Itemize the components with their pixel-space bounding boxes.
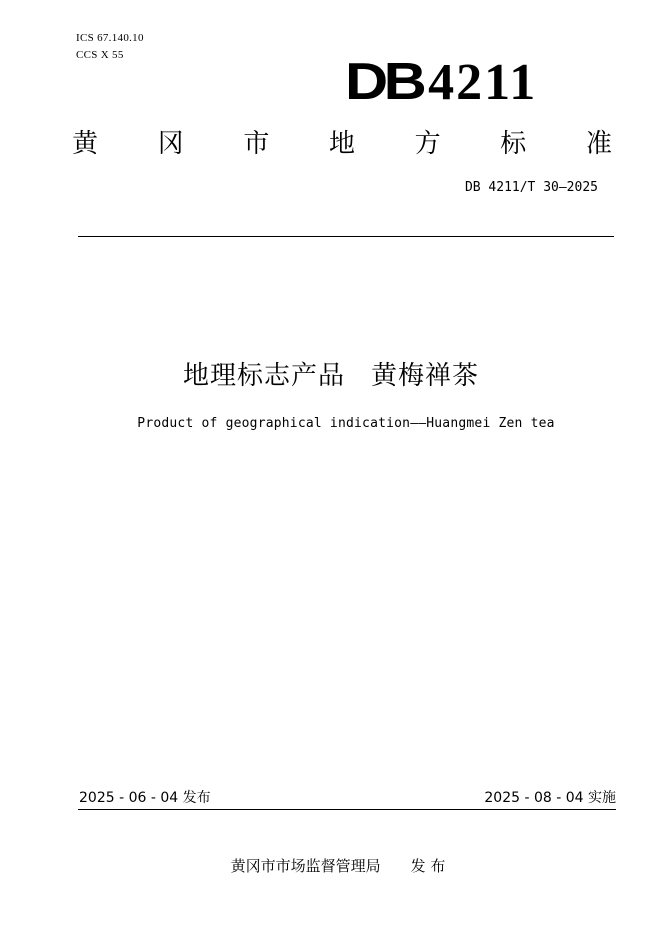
- publish-date: 2025 - 06 - 04 发布: [79, 790, 211, 806]
- title-cn-part1: 地理标志产品: [182, 361, 345, 391]
- footer-divider: [78, 809, 616, 810]
- implement-date: 2025 - 08 - 04 实施: [484, 790, 616, 806]
- publisher-action: 发 布: [410, 857, 446, 875]
- standard-title: [72, 126, 612, 162]
- publisher: [0, 855, 662, 876]
- db-logo-code: 4211: [428, 54, 538, 111]
- standard-title-char: 方: [414, 129, 441, 159]
- standard-title-char: 冈: [157, 129, 184, 159]
- title-cn-part2: 黄梅禅茶: [371, 361, 480, 391]
- ccs-code: CCS X 55: [76, 49, 124, 61]
- header-divider: [78, 236, 614, 237]
- db-logo-letters: DB: [345, 53, 423, 111]
- standard-title-char: 准: [585, 129, 612, 159]
- document-title-en: Product of geographical indication——Huangmei Zen tea: [137, 416, 555, 431]
- standard-title-char: 地: [328, 129, 355, 159]
- standard-title-char: 标: [500, 129, 527, 159]
- db-logo: [345, 55, 575, 110]
- ics-code: ICS 67.140.10: [76, 32, 144, 44]
- standard-title-char: 市: [243, 129, 270, 159]
- standard-title-char: 黄: [72, 129, 99, 159]
- publisher-org: 黄冈市市场监督管理局: [230, 857, 381, 875]
- document-title-cn: [0, 358, 662, 394]
- standard-number: DB 4211/T 30—2025: [464, 180, 598, 195]
